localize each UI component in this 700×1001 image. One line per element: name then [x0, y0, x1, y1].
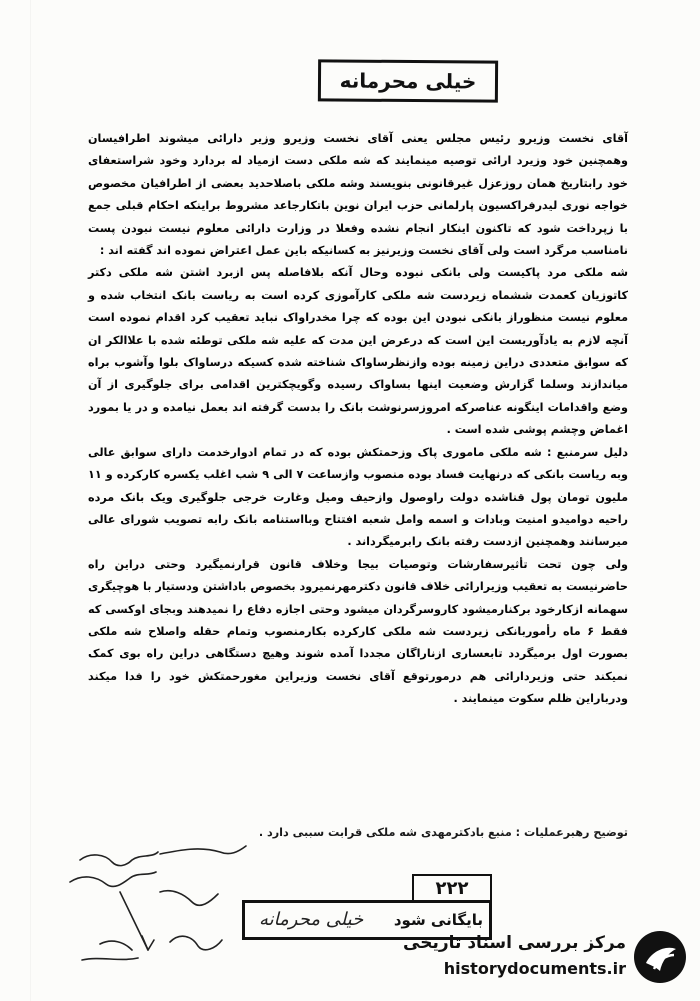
watermark-url: historydocuments.ir: [443, 959, 626, 978]
watermark-title: مرکز بررسی اسناد تاریخی: [403, 933, 626, 953]
site-watermark: [388, 927, 688, 987]
body-paragraph-2: شه ملکی مرد پاکیست ولی بانکی نبوده وحال آنکه بلافاصله پس ازبرد اشتن شه ملکی دکتر کاتوزیان کعمدت ششماه زیردست شه ملکی کارآموزی کرده است به ریاست بانک انتخاب شده و معلوم نیست منظوراز بانکی نبودن این بوده که چرا مخدراواک نباید تعقیب کرد اقدام نموده است آنچه لازم به یادآوریست این است که درعرض این مدت که علیه شه ملکی توطئه شده با علاالکر ان که سوابق متعددی دراین زمینه بوده وازنظرساواک شناخته شده کسیکه درساواک بلوا وآشوب براه میاندازند وسلما گزارش وضعیت اینها بساواک رسیده وگویچکترین اقدامی برای جلوگیری از آن وضع واقدامات اینگونه عناصرکه امروزسرنوشت بانک را بدست گرفته اند بعمل نیامده و در یا بمورد اغماض وچشم پوشی شده است .: [88, 266, 628, 437]
page-edge-shadow: [30, 0, 31, 1001]
archive-number: ۲۲۲: [412, 874, 492, 902]
handwritten-annotation: [60, 832, 260, 972]
body-paragraph-3: دلیل سرمنبع : شه ملکی ماموری پاک وزحمتکش بوده که در تمام ادوارخدمت دارای سوابق عالی وبه ریاست بانکی که درنهایت فساد بوده منصوب وازساعت ۷ الی ۹ شب اغلب یکسره کارکرده و ۱۱ ملیون تومان پول قناشده دولت راوصول وازحیف ومیل وغارت خرجی جلوگیری ویک بانک مرده راحیه دوامیدو امنیت وبادات و اسمه وامل شعبه افتتاح وبااستنامه بانک رابه تصویب شورای عالی میرسانند وهمچنین ازدست رفته بانک رابرمیگرداند .: [88, 445, 629, 549]
body-paragraph-4: ولی چون تحت تأثیرسفارشات وتوصیات بیجا وخلاف قانون قرارنمیگیرد وحتی دراین راه حاضرنیست به تعقیب وزیرارائی خلاف قانون دکترمهرنمیرود بخصوص باداشتن ودستیار با هوچیگری سهمانه ازکارخود برکنارمیشود کاروسرگردان میشود وحتی اجازه دفاع را نمیدهند وبجای اوکسی که فقط ۶ ماه رأموربانکی زیردست شه ملکی کارکرده بکارمنصوب وتمام حقله واصلاح شه ملکی بصورت اول برمیگردد تابعساری ازناراگان مجددا آمده شوند وهیچ دستگاهی دراین راه بوی کمک نمیکند حتی وزیردارائی هم درمورتوقع آقای نخست وزیراین مغورحمتکش خود را فدا میکند ودرباراین ظلم سکوت مینمایند .: [88, 557, 628, 706]
history-documents-logo-icon: [632, 929, 688, 985]
top-stamp-text: خیلی محرمانه: [339, 68, 477, 94]
top-classification-stamp: [318, 59, 498, 102]
archive-handwritten-note: خیلی محرمانه: [259, 909, 364, 930]
document-body: [88, 128, 628, 711]
operations-note: توضیح رهبرعملیات : منبع بادکترمهدی شه ملکی قرابت سببی دارد .: [258, 826, 628, 839]
body-paragraph-1: آقای نخست وزیرو رئیس مجلس یعنی آقای نخست وزیرو وزیر دارائی میشوند اطرافیسان وهمچنین خود وزیرد ارائی توصیه مینمایند که شه ملکی دست ازمیاد له بردارد وخود شراستعفای خود رابتاریخ همان روزعزل غیرقانونی بنویسند وشه ملکی باصلاحدید بعضی از اطرافیان مخصوص خواجه نوری لیدرفراکسیون پارلمانی حزب ایران نوین باتکارجاعد مشروط براینکه احکام قبلی جمع با زپرداخت شود که تاکنون اینکار انجام نشده وفعلا در وزارت دارائی معلوم نیست نبودن پست نامناسب مرگرد است ولی آقای نخست وزیرنیز به کسانیکه باین عمل اعتراض نموده اند گفته اند :: [88, 132, 628, 258]
archive-label: بایگانی شود: [393, 911, 483, 929]
